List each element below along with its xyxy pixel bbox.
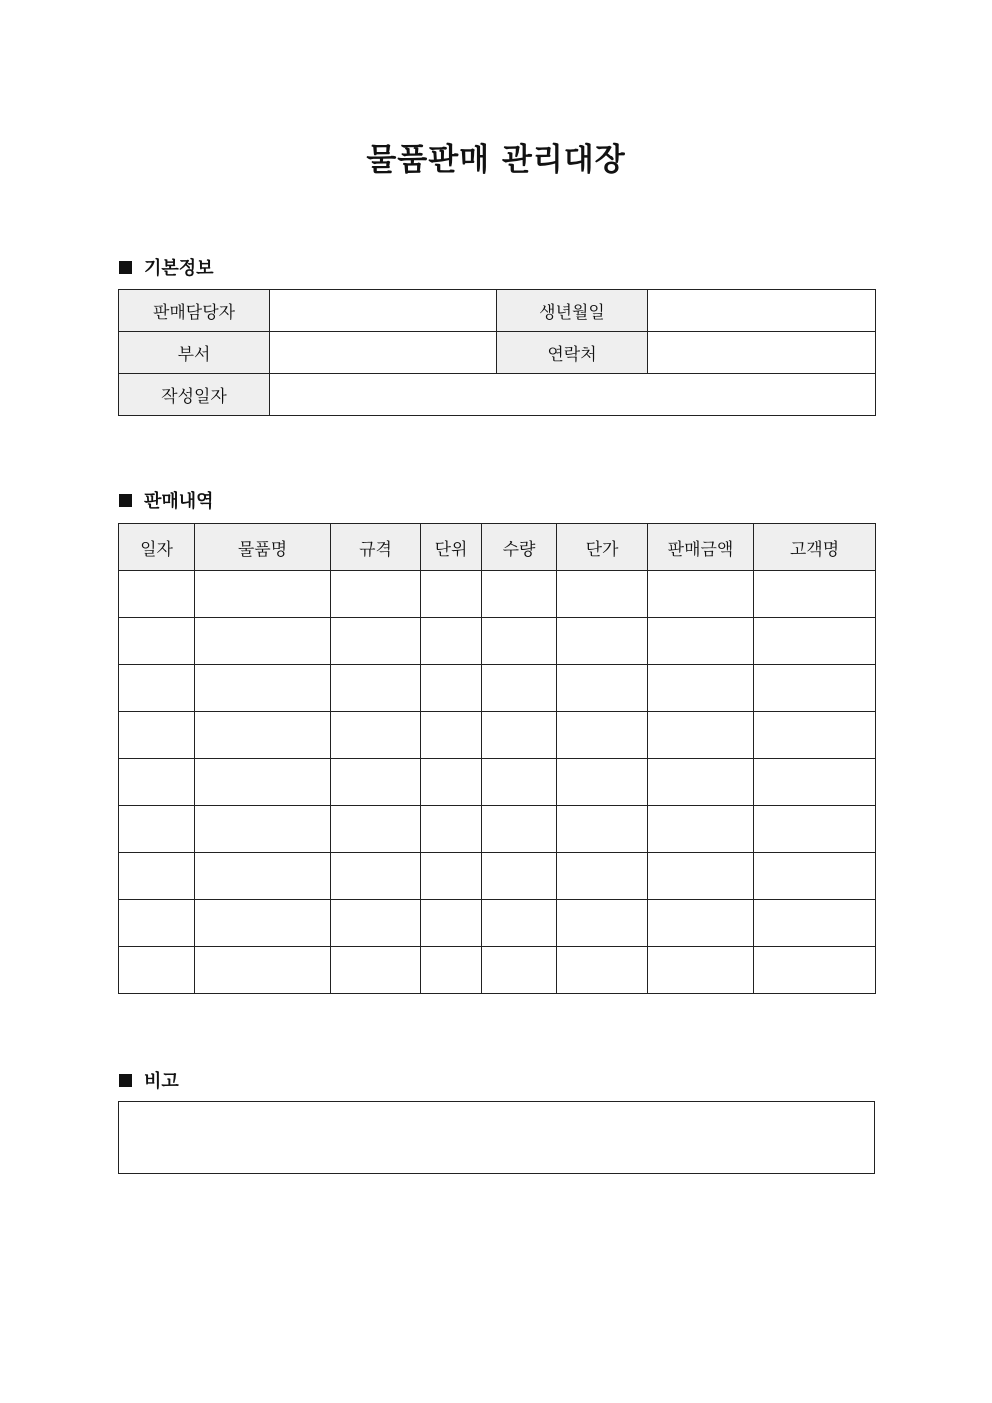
table-cell[interactable] bbox=[421, 618, 482, 665]
table-cell[interactable] bbox=[754, 806, 876, 853]
table-cell[interactable] bbox=[648, 853, 754, 900]
table-cell[interactable] bbox=[482, 947, 557, 994]
table-cell[interactable] bbox=[331, 712, 421, 759]
table-cell[interactable] bbox=[331, 618, 421, 665]
col-item: 물품명 bbox=[195, 524, 331, 571]
sales-table bbox=[118, 523, 876, 994]
table-cell[interactable] bbox=[421, 571, 482, 618]
table-cell[interactable] bbox=[482, 900, 557, 947]
table-row bbox=[119, 759, 876, 806]
table-cell[interactable] bbox=[119, 712, 195, 759]
table-row bbox=[119, 571, 876, 618]
table-cell[interactable] bbox=[421, 759, 482, 806]
table-cell[interactable] bbox=[648, 712, 754, 759]
table-cell[interactable] bbox=[331, 759, 421, 806]
table-cell[interactable] bbox=[195, 618, 331, 665]
table-cell[interactable] bbox=[195, 853, 331, 900]
table-row bbox=[119, 947, 876, 994]
table-cell[interactable] bbox=[754, 947, 876, 994]
table-cell[interactable] bbox=[754, 618, 876, 665]
table-cell[interactable] bbox=[195, 759, 331, 806]
page-title: 물품판매 관리대장 bbox=[366, 142, 626, 178]
table-cell[interactable] bbox=[754, 853, 876, 900]
square-bullet-icon bbox=[119, 261, 132, 274]
table-cell[interactable] bbox=[754, 759, 876, 806]
sales-heading-text: 판매내역 bbox=[144, 491, 214, 512]
table-cell[interactable] bbox=[754, 665, 876, 712]
table-cell[interactable] bbox=[119, 900, 195, 947]
table-cell[interactable] bbox=[557, 712, 648, 759]
notes-field[interactable] bbox=[118, 1101, 875, 1174]
table-cell[interactable] bbox=[557, 665, 648, 712]
table-cell[interactable] bbox=[195, 571, 331, 618]
table-cell[interactable] bbox=[482, 759, 557, 806]
table-cell[interactable] bbox=[557, 947, 648, 994]
table-cell[interactable] bbox=[195, 900, 331, 947]
table-cell[interactable] bbox=[482, 665, 557, 712]
dept-field[interactable] bbox=[270, 332, 497, 374]
sales-heading bbox=[119, 487, 214, 513]
basic-info-table bbox=[118, 289, 876, 416]
table-cell[interactable] bbox=[482, 618, 557, 665]
table-cell[interactable] bbox=[195, 712, 331, 759]
basic-info-heading-text: 기본정보 bbox=[144, 258, 214, 279]
contact-field[interactable] bbox=[648, 332, 876, 374]
col-price: 단가 bbox=[557, 524, 648, 571]
table-cell[interactable] bbox=[482, 853, 557, 900]
table-cell[interactable] bbox=[482, 806, 557, 853]
sales-body bbox=[119, 571, 876, 994]
table-cell[interactable] bbox=[119, 806, 195, 853]
table-cell[interactable] bbox=[557, 618, 648, 665]
table-cell[interactable] bbox=[648, 618, 754, 665]
table-cell[interactable] bbox=[557, 853, 648, 900]
table-row bbox=[119, 806, 876, 853]
table-cell[interactable] bbox=[331, 853, 421, 900]
notes-heading bbox=[119, 1067, 179, 1093]
table-cell[interactable] bbox=[754, 900, 876, 947]
square-bullet-icon bbox=[119, 1074, 132, 1087]
table-cell[interactable] bbox=[648, 947, 754, 994]
table-cell[interactable] bbox=[421, 712, 482, 759]
table-cell[interactable] bbox=[331, 571, 421, 618]
table-cell[interactable] bbox=[421, 806, 482, 853]
notes-heading-text: 비고 bbox=[144, 1071, 179, 1092]
table-cell[interactable] bbox=[331, 665, 421, 712]
col-date: 일자 bbox=[119, 524, 195, 571]
table-cell[interactable] bbox=[557, 571, 648, 618]
seller-label: 판매담당자 bbox=[119, 290, 270, 332]
col-customer: 고객명 bbox=[754, 524, 876, 571]
col-amount: 판매금액 bbox=[648, 524, 754, 571]
table-cell[interactable] bbox=[557, 806, 648, 853]
table-cell[interactable] bbox=[331, 806, 421, 853]
birth-field[interactable] bbox=[648, 290, 876, 332]
table-cell[interactable] bbox=[648, 900, 754, 947]
dept-label: 부서 bbox=[119, 332, 270, 374]
table-cell[interactable] bbox=[421, 900, 482, 947]
date-field[interactable] bbox=[270, 374, 876, 416]
table-row bbox=[119, 618, 876, 665]
table-cell[interactable] bbox=[119, 853, 195, 900]
table-cell[interactable] bbox=[331, 900, 421, 947]
table-cell[interactable] bbox=[331, 947, 421, 994]
table-cell[interactable] bbox=[421, 853, 482, 900]
table-cell[interactable] bbox=[119, 618, 195, 665]
col-qty: 수량 bbox=[482, 524, 557, 571]
table-cell[interactable] bbox=[648, 665, 754, 712]
table-cell[interactable] bbox=[421, 665, 482, 712]
birth-label: 생년월일 bbox=[497, 290, 648, 332]
table-cell[interactable] bbox=[557, 759, 648, 806]
table-cell[interactable] bbox=[119, 665, 195, 712]
table-cell[interactable] bbox=[754, 571, 876, 618]
table-cell[interactable] bbox=[482, 712, 557, 759]
table-cell[interactable] bbox=[195, 947, 331, 994]
table-cell[interactable] bbox=[119, 947, 195, 994]
table-cell[interactable] bbox=[421, 947, 482, 994]
basic-info-heading bbox=[119, 254, 214, 280]
table-row bbox=[119, 665, 876, 712]
seller-field[interactable] bbox=[270, 290, 497, 332]
col-spec: 규격 bbox=[331, 524, 421, 571]
table-cell[interactable] bbox=[648, 759, 754, 806]
table-cell[interactable] bbox=[119, 571, 195, 618]
sales-header-row bbox=[119, 524, 876, 571]
table-cell[interactable] bbox=[754, 712, 876, 759]
table-cell[interactable] bbox=[119, 759, 195, 806]
table-cell[interactable] bbox=[195, 665, 331, 712]
col-unit: 단위 bbox=[421, 524, 482, 571]
contact-label: 연락처 bbox=[497, 332, 648, 374]
table-cell[interactable] bbox=[195, 806, 331, 853]
date-label: 작성일자 bbox=[119, 374, 270, 416]
table-cell[interactable] bbox=[648, 806, 754, 853]
table-row bbox=[119, 853, 876, 900]
table-cell[interactable] bbox=[648, 571, 754, 618]
square-bullet-icon bbox=[119, 494, 132, 507]
table-row bbox=[119, 712, 876, 759]
table-cell[interactable] bbox=[557, 900, 648, 947]
table-cell[interactable] bbox=[482, 571, 557, 618]
table-row bbox=[119, 900, 876, 947]
